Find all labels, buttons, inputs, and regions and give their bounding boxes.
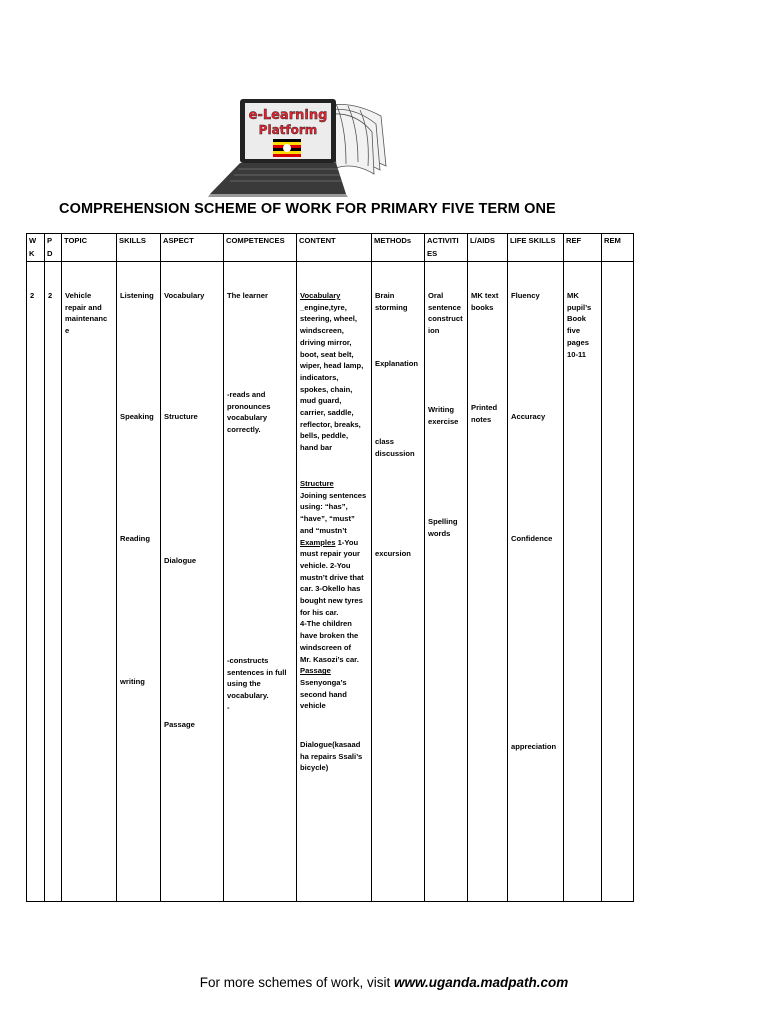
wk-value: 2 bbox=[30, 291, 35, 300]
cell-ref bbox=[564, 262, 602, 902]
header-aspect: ASPECT bbox=[161, 234, 224, 262]
content-structure bbox=[300, 478, 369, 712]
aspect-item: Passage bbox=[164, 720, 195, 729]
passage-heading: Passage bbox=[300, 666, 331, 676]
competence-item: The learner bbox=[227, 291, 268, 300]
laptop-base bbox=[210, 163, 346, 194]
content-dialogue: Dialogue(kasaad ha repairs Ssali’s bicycle) bbox=[300, 740, 363, 773]
header-ref: REF bbox=[564, 234, 602, 262]
laid-item: Printed notes bbox=[471, 403, 498, 424]
activity-item: Writing exercise bbox=[428, 405, 459, 426]
method-item: Explanation bbox=[375, 359, 419, 368]
cell-life-skills bbox=[508, 262, 564, 902]
vocabulary-heading: Vocabulary bbox=[300, 291, 341, 300]
logo-line2: Platform bbox=[258, 123, 318, 137]
passage-text: Ssenyonga’s second hand vehicle bbox=[300, 677, 347, 711]
aspect-item: Structure bbox=[164, 412, 198, 421]
uganda-flag-icon bbox=[273, 139, 301, 157]
life-skill-item: appreciation bbox=[511, 742, 557, 751]
activity-item: Spelling words bbox=[428, 517, 458, 538]
cell-pd bbox=[45, 262, 62, 902]
skill-item: writing bbox=[120, 677, 145, 686]
header-laids: L/AIDS bbox=[468, 234, 508, 262]
life-skill-item: Confidence bbox=[511, 534, 553, 543]
cell-competences bbox=[224, 262, 297, 902]
header-methods: METHODs bbox=[372, 234, 425, 262]
elearning-platform-logo bbox=[176, 96, 398, 200]
footer-note bbox=[0, 975, 768, 990]
activity-item: Oral sentence construct ion bbox=[428, 291, 463, 336]
table-row bbox=[27, 262, 634, 902]
header-rem: REM bbox=[602, 234, 634, 262]
header-wk: W K bbox=[27, 234, 45, 262]
cell-methods bbox=[372, 262, 425, 902]
content-vocabulary bbox=[300, 290, 369, 454]
examples-text: 1-You must repair your vehicle. 2-You mustn’t drive that car. 3-Okello has bought new tyres for his car. 4-The children have broken the windscreen of Mr. Kasozi’s car. bbox=[300, 537, 364, 664]
cell-topic bbox=[62, 262, 117, 902]
vocabulary-items: _engine,tyre, steering, wheel, windscreen, driving mirror, boot, seat belt, wiper, head lamp, indicators, spokes, chain, mud guard, carrier, saddle, reflector, breaks, bells, peddle, hand bar bbox=[300, 302, 364, 453]
structure-heading: Structure bbox=[300, 479, 334, 488]
life-skill-item: Accuracy bbox=[511, 412, 546, 421]
aspect-item: Dialogue bbox=[164, 556, 197, 565]
footer-link[interactable]: www.uganda.madpath.com bbox=[394, 975, 569, 990]
document-title: COMPREHENSION SCHEME OF WORK FOR PRIMARY FIVE TERM ONE bbox=[59, 201, 556, 217]
topic-text: Vehicle repair and maintenanc e bbox=[65, 291, 108, 336]
competence-item: -reads and pronounces vocabulary correctly. bbox=[227, 390, 271, 435]
cell-aspect bbox=[161, 262, 224, 902]
skill-item: Listening bbox=[120, 291, 154, 300]
cell-rem bbox=[602, 262, 634, 902]
ref-text: MK pupil’s Book five pages 10-11 bbox=[567, 291, 592, 359]
competence-item: -constructs sentences in full using the vocabulary. - bbox=[227, 656, 287, 712]
cell-wk bbox=[27, 262, 45, 902]
header-activities: ACTIVITI ES bbox=[425, 234, 468, 262]
skill-item: Speaking bbox=[120, 412, 154, 421]
header-content: CONTENT bbox=[297, 234, 372, 262]
examples-label: Examples bbox=[300, 537, 336, 547]
aspect-item: Vocabulary bbox=[164, 291, 205, 300]
header-topic: TOPIC bbox=[62, 234, 117, 262]
footer-text: For more schemes of work, visit bbox=[199, 975, 394, 990]
structure-text: Joining sentences using: “has”, “have”, “must” and “mustn’t bbox=[300, 490, 367, 535]
cell-content bbox=[297, 262, 372, 902]
header-pd: P D bbox=[45, 234, 62, 262]
cell-laids bbox=[468, 262, 508, 902]
skill-item: Reading bbox=[120, 534, 150, 543]
cell-activities bbox=[425, 262, 468, 902]
method-item: excursion bbox=[375, 549, 411, 558]
cell-skills bbox=[117, 262, 161, 902]
table-header-row bbox=[27, 234, 634, 262]
header-life-skills: LIFE SKILLS bbox=[508, 234, 564, 262]
method-item: class discussion bbox=[375, 437, 415, 458]
header-skills: SKILLS bbox=[117, 234, 161, 262]
method-item: Brain storming bbox=[375, 291, 408, 312]
life-skill-item: Fluency bbox=[511, 291, 540, 300]
scheme-of-work-table bbox=[26, 233, 634, 902]
logo-line1: e-Learning bbox=[248, 108, 328, 123]
pd-value: 2 bbox=[48, 291, 53, 300]
header-competences: COMPETENCES bbox=[224, 234, 297, 262]
laid-item: MK text books bbox=[471, 291, 499, 312]
